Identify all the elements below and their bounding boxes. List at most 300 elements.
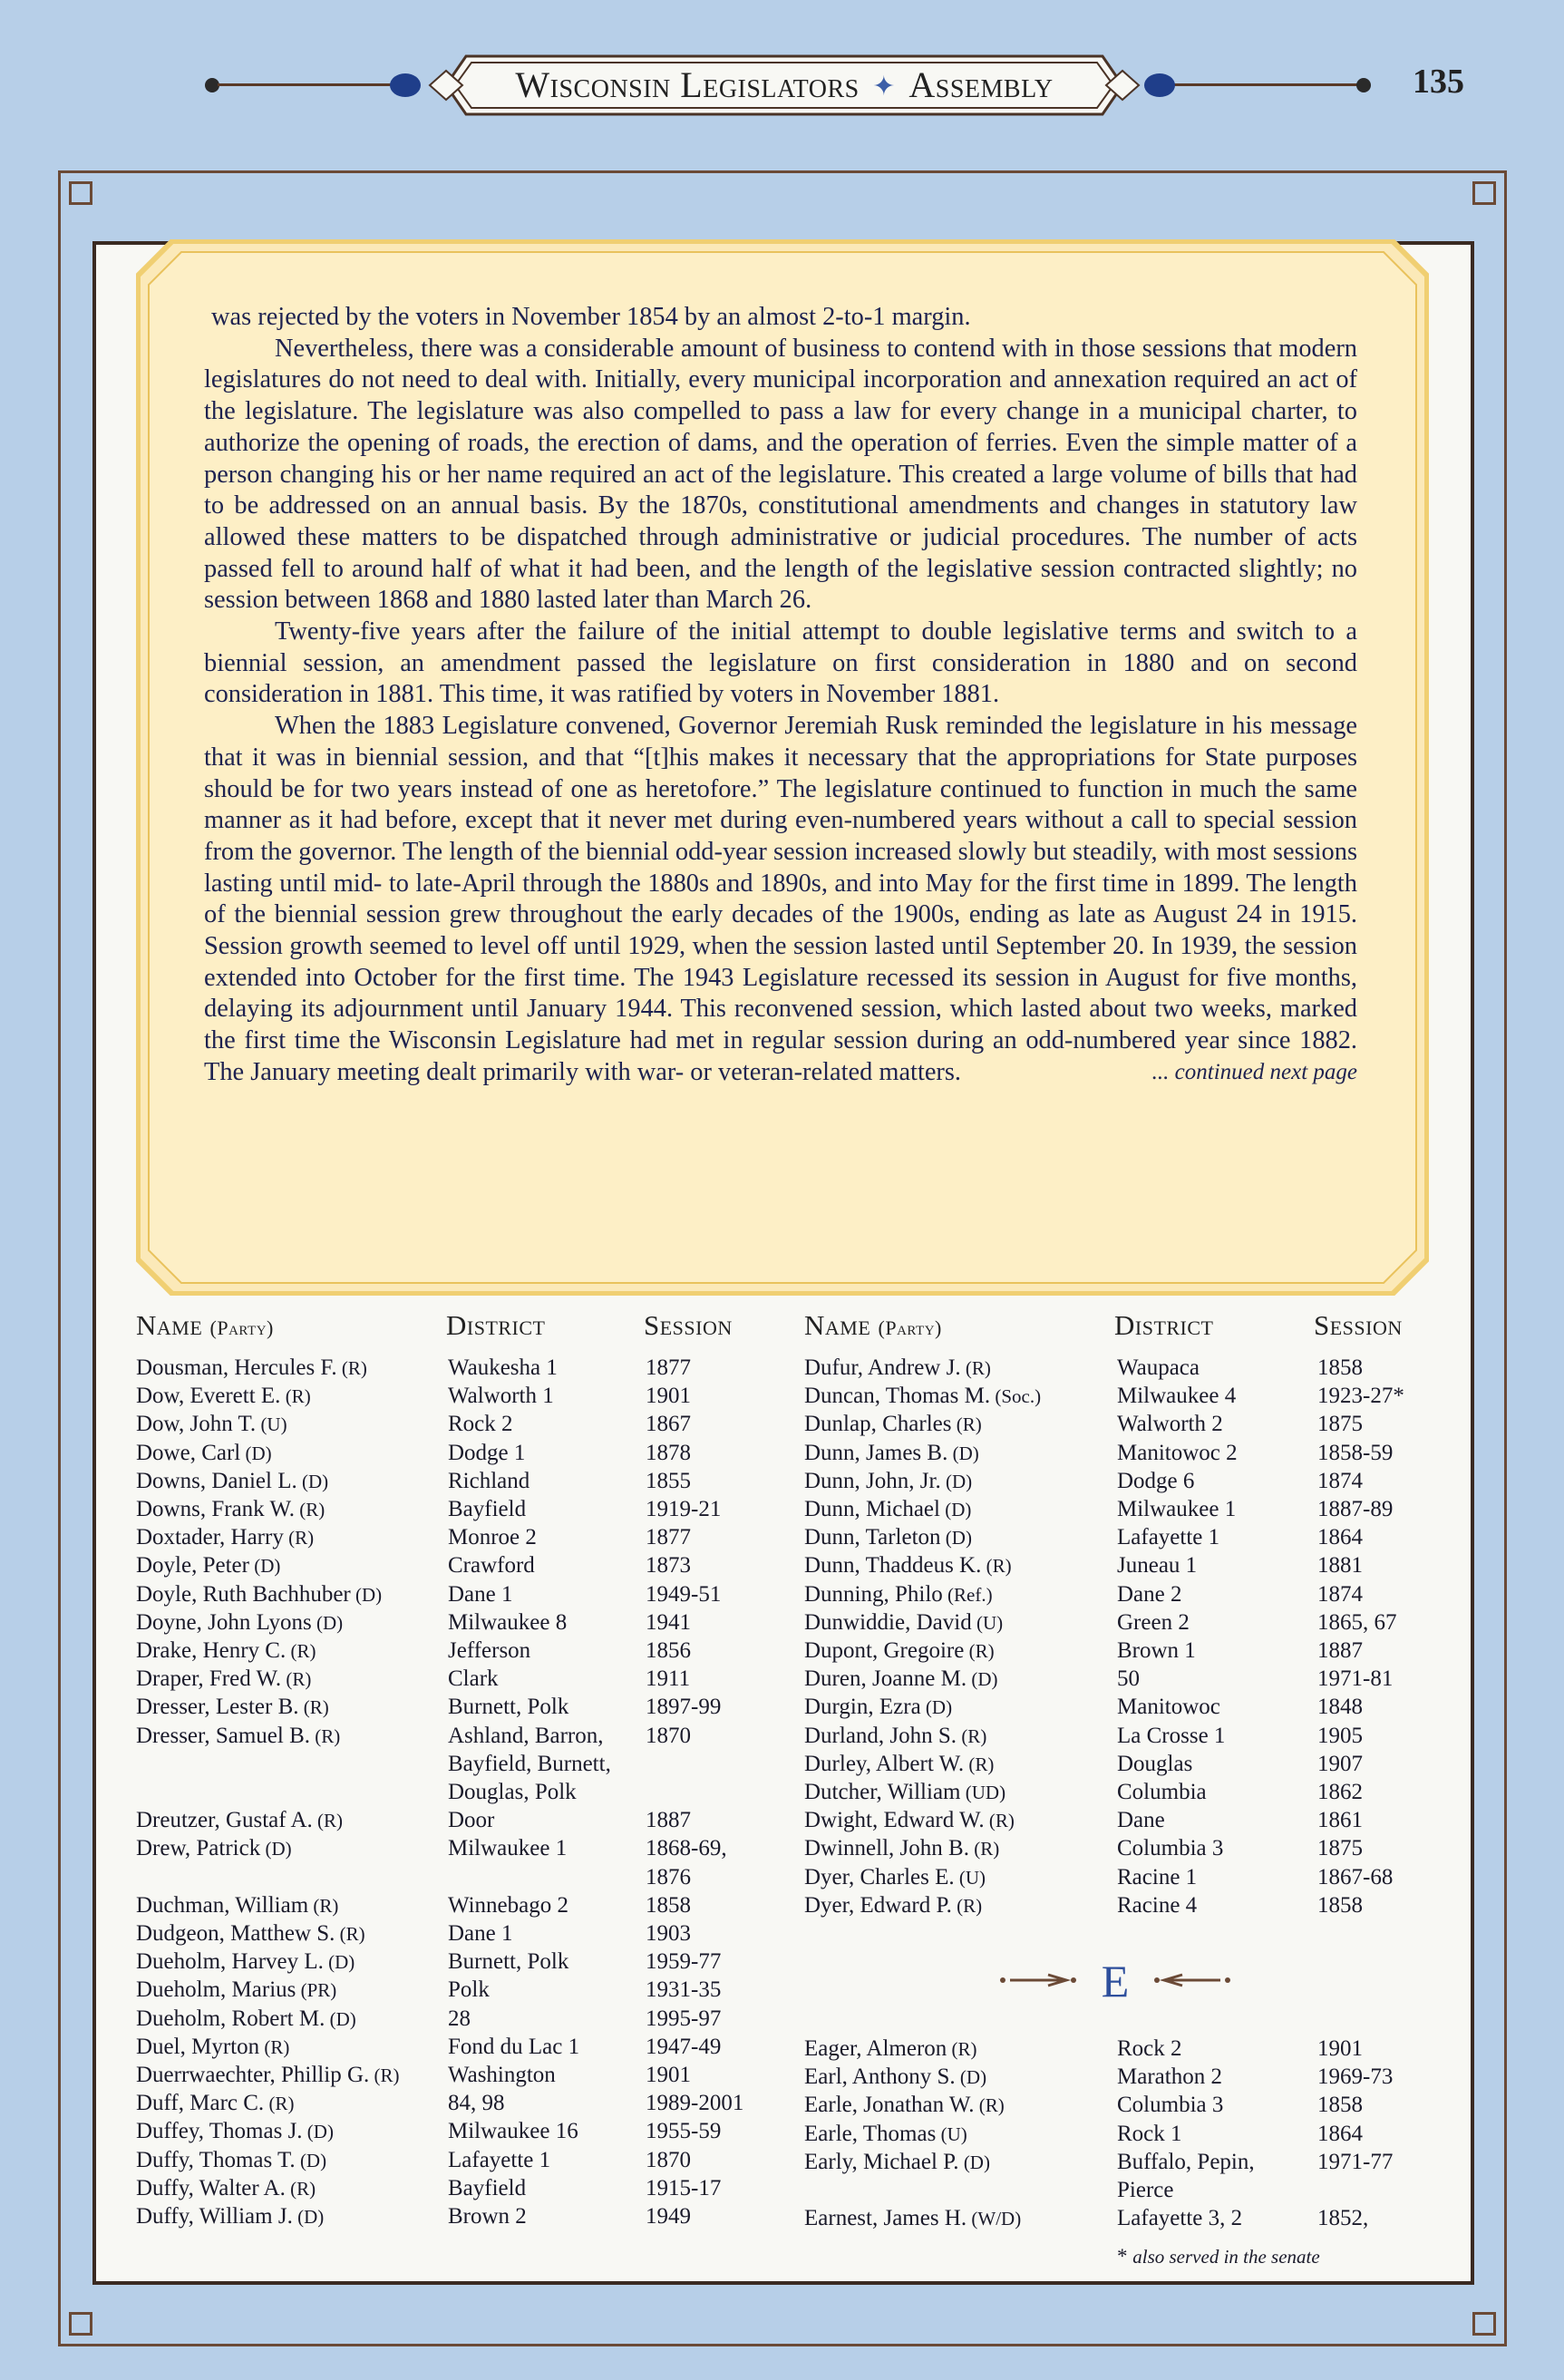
district-cell: Green 2 [1117, 1609, 1190, 1635]
header-title-left: Wisconsin Legislators [515, 64, 860, 105]
session-cell: 1858 [1317, 1355, 1363, 1380]
table-row [804, 2035, 1430, 2063]
session-cell: 1865, 67 [1317, 1609, 1397, 1635]
legislator-name: Dwinnell, John B. (R) [804, 1836, 1000, 1861]
party-label: (D) [296, 1470, 329, 1492]
table-row [804, 1382, 1430, 1410]
legislator-name: Dunn, Thaddeus K. (R) [804, 1553, 1012, 1579]
district-cell: Burnett, Polk [448, 1695, 569, 1720]
legislator-name: Dunn, James B. (D) [804, 1440, 979, 1465]
party-label: (D) [920, 1696, 953, 1719]
legislator-name: Dupont, Gregoire (R) [804, 1638, 995, 1663]
party-label: (D) [967, 1668, 998, 1691]
session-cell: 1877 [646, 1525, 691, 1550]
district-cell: Milwaukee 16 [448, 2119, 578, 2144]
legislator-name: Draper, Fred W. (R) [136, 1666, 312, 1692]
legislator-name: Dutcher, William (UD) [804, 1780, 1006, 1804]
table-row [136, 2117, 762, 2145]
legislator-name: Dunning, Philo (Ref.) [804, 1581, 993, 1607]
session-cell: 1969-73 [1317, 2064, 1394, 2090]
legislator-name: Earnest, James H. (W/D) [804, 2206, 1022, 2231]
table-row [136, 1439, 762, 1467]
table-row [136, 1863, 762, 1891]
session-cell: 1947-49 [646, 2034, 722, 2059]
party-label: (U) [954, 1866, 986, 1889]
session-cell: 1919-21 [646, 1497, 722, 1521]
header-title [426, 62, 1142, 111]
table-row [136, 1523, 762, 1551]
session-cell: 1864 [1317, 1525, 1363, 1550]
session-cell: 1905 [1317, 1723, 1363, 1748]
session-cell: 1875 [1317, 1836, 1363, 1861]
party-label: (R) [964, 1640, 995, 1662]
party-label: (R) [336, 1357, 367, 1379]
col-name-header: Name (Party) [804, 1309, 942, 1341]
session-cell: 1901 [646, 1384, 691, 1409]
district-cell: Winnebago 2 [448, 1892, 568, 1918]
session-cell: 1878 [646, 1440, 691, 1465]
district-cell: Milwaukee 8 [448, 1609, 568, 1635]
party-label: (R) [957, 1724, 987, 1747]
party-label: (R) [295, 1499, 325, 1520]
session-cell: 1931-35 [646, 1977, 722, 2003]
district-cell: Clark [448, 1666, 499, 1692]
district-cell: Rock 1 [1117, 2121, 1182, 2146]
table-row [804, 1495, 1430, 1523]
party-label: (Ref.) [942, 1583, 993, 1606]
table-row [804, 1551, 1430, 1579]
legislator-name: Dousman, Hercules F. (R) [136, 1355, 367, 1380]
frame-corner-bl [69, 2312, 92, 2336]
district-cell: Walworth 2 [1117, 1412, 1223, 1437]
district-cell: Racine 1 [1117, 1864, 1198, 1889]
table-row [136, 1382, 762, 1410]
party-label: (W/D) [967, 2208, 1022, 2230]
district-cell: Milwaukee 1 [448, 1836, 568, 1861]
district-cell: Waupaca [1117, 1355, 1200, 1380]
district-cell: Richland [448, 1468, 530, 1493]
session-cell: 1874 [1317, 1468, 1363, 1493]
table-row [136, 2174, 762, 2202]
legislator-name: Dunn, Tarleton (D) [804, 1525, 972, 1550]
session-cell: 1870 [646, 1723, 691, 1748]
footnote-text: also served in the senate [1132, 2246, 1320, 2268]
table-row [804, 1410, 1430, 1438]
session-cell: 1971-81 [1317, 1666, 1394, 1692]
session-cell: 1877 [646, 1355, 691, 1380]
district-cell: Douglas [1117, 1751, 1193, 1776]
party-label: (U) [256, 1413, 287, 1436]
party-label: (D) [295, 2149, 327, 2171]
table-row [804, 2091, 1430, 2119]
frame-corner-tr [1472, 181, 1496, 205]
party-label: (R) [259, 2035, 290, 2058]
legislator-name: Duffey, Thomas J. (D) [136, 2119, 334, 2144]
district-cell: Columbia 3 [1117, 2093, 1224, 2118]
district-cell: Door [448, 1808, 495, 1833]
legislator-name: Dowe, Carl (D) [136, 1440, 272, 1465]
party-label: (R) [264, 2093, 295, 2115]
party-label: (D) [302, 2121, 334, 2143]
party-label: (R) [310, 1724, 341, 1747]
legislator-name: Doyne, John Lyons (D) [136, 1609, 344, 1635]
header-left-rule [218, 83, 395, 86]
frame-corner-tl [69, 181, 92, 205]
party-label: (UD) [960, 1782, 1006, 1803]
district-cell: Brown 1 [1117, 1638, 1196, 1663]
party-label: (U) [971, 1611, 1004, 1634]
session-cell: 1862 [1317, 1780, 1363, 1804]
legislator-name: Drew, Patrick (D) [136, 1836, 292, 1861]
district-cell: Juneau 1 [1117, 1553, 1198, 1579]
district-cell: Dodge 6 [1117, 1468, 1195, 1493]
table-row [804, 1722, 1430, 1750]
legislator-name: Early, Michael P. (D) [804, 2149, 990, 2174]
table-row [136, 1495, 762, 1523]
district-cell: Pierce [1117, 2178, 1174, 2202]
party-label: (D) [958, 2151, 990, 2173]
district-cell: Buffalo, Pepin, [1117, 2149, 1255, 2174]
table-row [804, 2204, 1430, 2232]
district-cell: Dane 1 [448, 1581, 513, 1607]
district-cell: Manitowoc [1117, 1695, 1220, 1720]
session-cell: 1887-89 [1317, 1497, 1394, 1521]
session-cell: 1901 [1317, 2036, 1363, 2061]
table-row [136, 1637, 762, 1665]
party-label: (R) [984, 1810, 1015, 1832]
table-row [136, 1919, 762, 1948]
table-row [136, 2202, 762, 2230]
table-row [136, 2061, 762, 2089]
party-label: (R) [281, 1668, 312, 1691]
legislator-name: Dunn, Michael (D) [804, 1497, 972, 1521]
col-session-header: Session [644, 1309, 733, 1341]
table-row [804, 1750, 1430, 1778]
legislator-name: Dresser, Lester B. (R) [136, 1695, 329, 1720]
session-cell: 1989-2001 [646, 2091, 744, 2116]
table-row [136, 1608, 762, 1637]
session-cell: 1867 [646, 1412, 691, 1437]
party-label: (R) [312, 1810, 344, 1832]
party-label: (D) [323, 1951, 355, 1974]
table-row [804, 2063, 1430, 2091]
page-header [0, 53, 1564, 125]
header-right-dot [1356, 78, 1371, 92]
party-label: (D) [947, 1442, 979, 1464]
footnote-mark: * [1117, 2245, 1128, 2268]
district-cell: Burnett, Polk [448, 1949, 569, 1975]
session-cell: 1858-59 [1317, 1440, 1394, 1465]
district-cell: Fond du Lac 1 [448, 2034, 580, 2059]
session-cell: 1949-51 [646, 1581, 722, 1607]
legislator-name: Duel, Myrton (R) [136, 2034, 290, 2059]
session-cell: 1923-27* [1317, 1384, 1404, 1409]
table-row [136, 1976, 762, 2004]
party-label: (D) [939, 1499, 972, 1520]
table-row [804, 1863, 1430, 1891]
legislator-name: Duerrwaechter, Phillip G. (R) [136, 2063, 400, 2087]
district-cell: Walworth 1 [448, 1384, 554, 1409]
district-cell: Dodge 1 [448, 1440, 526, 1465]
right-column-header [804, 1309, 1421, 1349]
session-cell: 1907 [1317, 1751, 1363, 1776]
session-cell: 1911 [646, 1666, 691, 1692]
district-cell: Lafayette 3, 2 [1117, 2206, 1243, 2231]
district-cell: Milwaukee 4 [1117, 1384, 1237, 1409]
party-label: (R) [369, 2064, 400, 2086]
frame-corner-br [1472, 2312, 1496, 2336]
legislator-name: Dunwiddie, David (U) [804, 1609, 1004, 1635]
table-row [136, 1834, 762, 1862]
table-row [136, 1948, 762, 1976]
legislator-name: Dwight, Edward W. (R) [804, 1808, 1015, 1833]
district-cell: Brown 2 [448, 2204, 527, 2229]
party-label: (R) [964, 1753, 995, 1775]
session-cell: 1897-99 [646, 1695, 722, 1720]
legislator-name: Duffy, William J. (D) [136, 2204, 325, 2229]
session-cell: 1858 [646, 1892, 691, 1918]
essay-paragraph: was rejected by the voters in November 1854 by an almost 2-to-1 margin. [211, 303, 971, 331]
col-district-header: District [1114, 1309, 1214, 1341]
essay-paragraph-text: When the 1883 Legislature convened, Governor Jeremiah Rusk reminded the legislature in his message that it was in biennial session, and that “[t]his makes it necessary that the appropriations for State purposes should be for two years instead of one as heretofore.” The legislature continued to function in much the same manner as it had before, except that it never met during even-numbered years without a call to special session from the governor. The length of the biennial odd-year session increased slowly but steadily, with most sessions lasting until mid- to late-April through the 1880s and 1890s, and into May for the first time in 1899. The length of the biennial session grew throughout the early decades of the 1900s, ending as late as August 24 in 1915. Session growth seemed to level off until 1929, when the session lasted until September 20. In 1939, the session extended into October for the first time. The 1943 Legislature recessed its session in August for five months, delaying its adjournment until January 1944. This reconvened session, which lasted about two weeks, marked the first time the Wisconsin Legislature had met in regular session during an odd-numbered year since 1882. The January meeting dealt primarily with war- or veteran-related matters. [204, 712, 1357, 1086]
district-cell: Dane 1 [448, 1921, 513, 1946]
party-label: (D) [248, 1555, 281, 1578]
table-row [804, 1693, 1430, 1721]
party-label: (D) [240, 1442, 272, 1464]
session-cell: 1867-68 [1317, 1864, 1394, 1889]
session-cell: 1901 [646, 2063, 691, 2087]
party-label: (R) [308, 1894, 339, 1917]
header-left-bead [390, 73, 421, 97]
table-row [804, 1608, 1430, 1637]
header-title-right: Assembly [908, 64, 1054, 105]
legislator-name: Duren, Joanne M. (D) [804, 1666, 998, 1692]
page-number: 135 [1413, 63, 1464, 101]
table-row [804, 1778, 1430, 1806]
session-cell: 1873 [646, 1553, 691, 1579]
legislator-name: Dunn, John, Jr. (D) [804, 1468, 973, 1493]
table-row [136, 1693, 762, 1721]
table-row [136, 1665, 762, 1693]
session-cell: 1874 [1317, 1581, 1363, 1607]
table-row [804, 2148, 1430, 2176]
district-cell: Monroe 2 [448, 1525, 537, 1550]
continued-note: ... continued next page [1151, 1059, 1357, 1084]
district-cell: Milwaukee 1 [1117, 1497, 1237, 1521]
legislator-name: Dueholm, Robert M. (D) [136, 2006, 356, 2031]
table-row [804, 1834, 1430, 1862]
session-cell: 1876 [646, 1864, 691, 1889]
district-cell: Lafayette 1 [1117, 1525, 1220, 1550]
session-cell: 1903 [646, 1921, 691, 1946]
party-label: (D) [940, 1527, 972, 1549]
table-row [136, 1410, 762, 1438]
party-label: (R) [968, 1838, 1000, 1860]
session-cell: 1864 [1317, 2121, 1363, 2146]
session-cell: 1861 [1317, 1808, 1363, 1833]
district-cell: Dane [1117, 1808, 1165, 1833]
legislator-name: Dyer, Charles E. (U) [804, 1864, 986, 1889]
district-cell: Bayfield [448, 2175, 527, 2200]
legislator-name: Doyle, Ruth Bachhuber (D) [136, 1581, 383, 1607]
district-cell: 28 [448, 2006, 471, 2031]
party-label: (R) [951, 1894, 983, 1917]
legislator-name: Earle, Jonathan W. (R) [804, 2093, 1005, 2118]
district-cell: Bayfield, Burnett, [448, 1751, 611, 1776]
district-cell: 84, 98 [448, 2091, 505, 2116]
table-row [136, 1551, 762, 1579]
table-row [804, 1665, 1430, 1693]
session-cell: 1941 [646, 1609, 691, 1635]
session-cell: 1887 [646, 1808, 691, 1833]
party-label: (D) [350, 1583, 383, 1606]
legislator-name: Downs, Daniel L. (D) [136, 1468, 329, 1493]
district-cell: Jefferson [448, 1638, 531, 1663]
session-cell: 1858 [1317, 1892, 1363, 1918]
session-cell: 1875 [1317, 1412, 1363, 1437]
session-cell: 1881 [1317, 1553, 1363, 1579]
essay-paragraph: Twenty-five years after the failure of the initial attempt to double legislative terms and switch to a biennial session, an amendment passed the legislature on first consideration in 1880 and on second consideration in 1881. This time, it was ratified by voters in November 1881. [204, 617, 1357, 709]
district-cell: Crawford [448, 1553, 535, 1579]
legislator-name: Durgin, Ezra (D) [804, 1695, 953, 1720]
session-cell: 1959-77 [646, 1949, 722, 1975]
left-column-header [136, 1309, 753, 1349]
legislator-name: Dow, Everett E. (R) [136, 1384, 311, 1409]
table-row [804, 1354, 1430, 1382]
party-label: (R) [974, 2094, 1005, 2117]
table-row [804, 1891, 1430, 1919]
table-row [136, 1722, 762, 1750]
table-row [136, 2089, 762, 2117]
district-cell: Polk [448, 1977, 490, 2003]
legislator-name: Doyle, Peter (D) [136, 1553, 281, 1579]
legislator-name: Duncan, Thomas M. (Soc.) [804, 1384, 1042, 1409]
legislator-name: Dufur, Andrew J. (R) [804, 1355, 991, 1380]
table-row [136, 1750, 762, 1778]
party-label: (D) [325, 2007, 356, 2030]
essay-paragraph: Nevertheless, there was a considerable amount of business to contend with in those sessions that modern legislatures do not need to deal with. Initially, every municipal incorporation and annexation required an act of the legislature. The legislature was also compelled to pass a law for every change in a municipal charter, to authorize the opening of roads, the erection of dams, and the operation of ferries. Even the simple matter of a person changing his or her name required an act of the legislature. This created a large volume of bills that had to be addressed on an annual basis. By the 1870s, constitutional amendments and changes in statutory law allowed these matters to be dispatched through administrative or judicial procedures. The number of acts passed fell to around half of what it had been, and the length of the legislative session contracted slightly; no session between 1868 and 1880 lasted later than March 26. [204, 334, 1357, 615]
section-letter: E [1101, 1956, 1130, 2006]
district-cell: Manitowoc 2 [1117, 1440, 1238, 1465]
session-cell: 1995-97 [646, 2006, 722, 2031]
section-divider-e [997, 1951, 1233, 2006]
party-label: (Soc.) [990, 1385, 1042, 1408]
legislator-name: Dreutzer, Gustaf A. (R) [136, 1808, 344, 1833]
district-cell: Washington [448, 2063, 556, 2087]
footnote [1117, 2245, 1320, 2268]
essay-paragraph [204, 711, 1357, 1088]
table-row [804, 1806, 1430, 1834]
session-cell: 1971-77 [1317, 2149, 1394, 2174]
party-label: (D) [260, 1838, 292, 1860]
legislator-name: Dyer, Edward P. (R) [804, 1892, 983, 1918]
legislator-name: Dueholm, Marius (PR) [136, 1977, 337, 2003]
legislator-name: Duff, Marc C. (R) [136, 2091, 295, 2116]
party-label: (R) [947, 2038, 977, 2060]
party-label: (R) [960, 1357, 991, 1379]
col-district-header: District [446, 1309, 546, 1341]
star-ornament-icon: ✦ [872, 72, 896, 102]
district-cell: Ashland, Barron, [448, 1723, 604, 1748]
district-cell: Douglas, Polk [448, 1780, 577, 1804]
district-cell: Racine 4 [1117, 1892, 1198, 1918]
table-row [136, 2033, 762, 2061]
legislator-name: Dueholm, Harvey L. (D) [136, 1949, 355, 1975]
legislator-name: Drake, Henry C. (R) [136, 1638, 316, 1663]
table-row [136, 1778, 762, 1806]
legislator-name: Earl, Anthony S. (D) [804, 2064, 987, 2090]
legislator-name: Duffy, Thomas T. (D) [136, 2147, 327, 2172]
district-cell: Columbia [1117, 1780, 1207, 1804]
district-cell: Dane 2 [1117, 1581, 1182, 1607]
session-cell: 1855 [646, 1468, 691, 1493]
party-label: (R) [286, 1640, 316, 1662]
party-label: (R) [280, 1385, 311, 1408]
district-cell: Bayfield [448, 1497, 527, 1521]
table-row [804, 1523, 1430, 1551]
district-cell: Waukesha 1 [448, 1355, 558, 1380]
party-label: (R) [285, 2177, 316, 2200]
party-label: (D) [292, 2206, 325, 2228]
session-cell: 1949 [646, 2204, 691, 2229]
legislator-name: Earle, Thomas (U) [804, 2121, 967, 2146]
table-row [804, 1637, 1430, 1665]
session-cell: 1915-17 [646, 2175, 722, 2200]
party-label: (R) [283, 1527, 315, 1549]
session-cell: 1868-69, [646, 1836, 727, 1861]
legislator-name: Dudgeon, Matthew S. (R) [136, 1921, 365, 1946]
legislator-name: Durland, John S. (R) [804, 1723, 987, 1748]
legislator-name: Duchman, William (R) [136, 1892, 339, 1918]
session-cell: 1955-59 [646, 2119, 722, 2144]
district-cell: La Crosse 1 [1117, 1723, 1226, 1748]
party-label: (R) [298, 1696, 329, 1719]
district-cell: Rock 2 [1117, 2036, 1182, 2061]
table-row [136, 2005, 762, 2033]
legislator-name: Dunlap, Charles (R) [804, 1412, 982, 1437]
session-cell: 1848 [1317, 1695, 1363, 1720]
legislator-name: Durley, Albert W. (R) [804, 1751, 995, 1776]
district-cell: Rock 2 [448, 1412, 513, 1437]
party-label: (R) [335, 1923, 365, 1945]
table-row [804, 1439, 1430, 1467]
party-label: (R) [981, 1555, 1012, 1578]
session-cell: 1852, [1317, 2206, 1369, 2231]
table-row [136, 2146, 762, 2174]
header-right-rule [1170, 83, 1362, 86]
table-row [136, 1806, 762, 1834]
party-label: (R) [951, 1413, 982, 1436]
party-label: (D) [955, 2066, 987, 2089]
table-row [136, 1580, 762, 1608]
session-cell: 1887 [1317, 1638, 1363, 1663]
table-row [136, 1354, 762, 1382]
table-row [804, 1580, 1430, 1608]
district-cell: Columbia 3 [1117, 1836, 1224, 1861]
session-cell: 1870 [646, 2147, 691, 2172]
essay-text [204, 302, 1357, 1089]
party-label: (D) [311, 1611, 344, 1634]
district-cell: 50 [1117, 1666, 1140, 1692]
table-row [804, 2176, 1430, 2204]
session-cell: 1856 [646, 1638, 691, 1663]
legislator-name: Downs, Frank W. (R) [136, 1497, 325, 1521]
col-name-header: Name (Party) [136, 1309, 274, 1341]
legislator-name: Duffy, Walter A. (R) [136, 2175, 316, 2200]
party-label: (D) [940, 1470, 973, 1492]
table-row [136, 1467, 762, 1495]
legislator-name: Eager, Almeron (R) [804, 2036, 977, 2061]
